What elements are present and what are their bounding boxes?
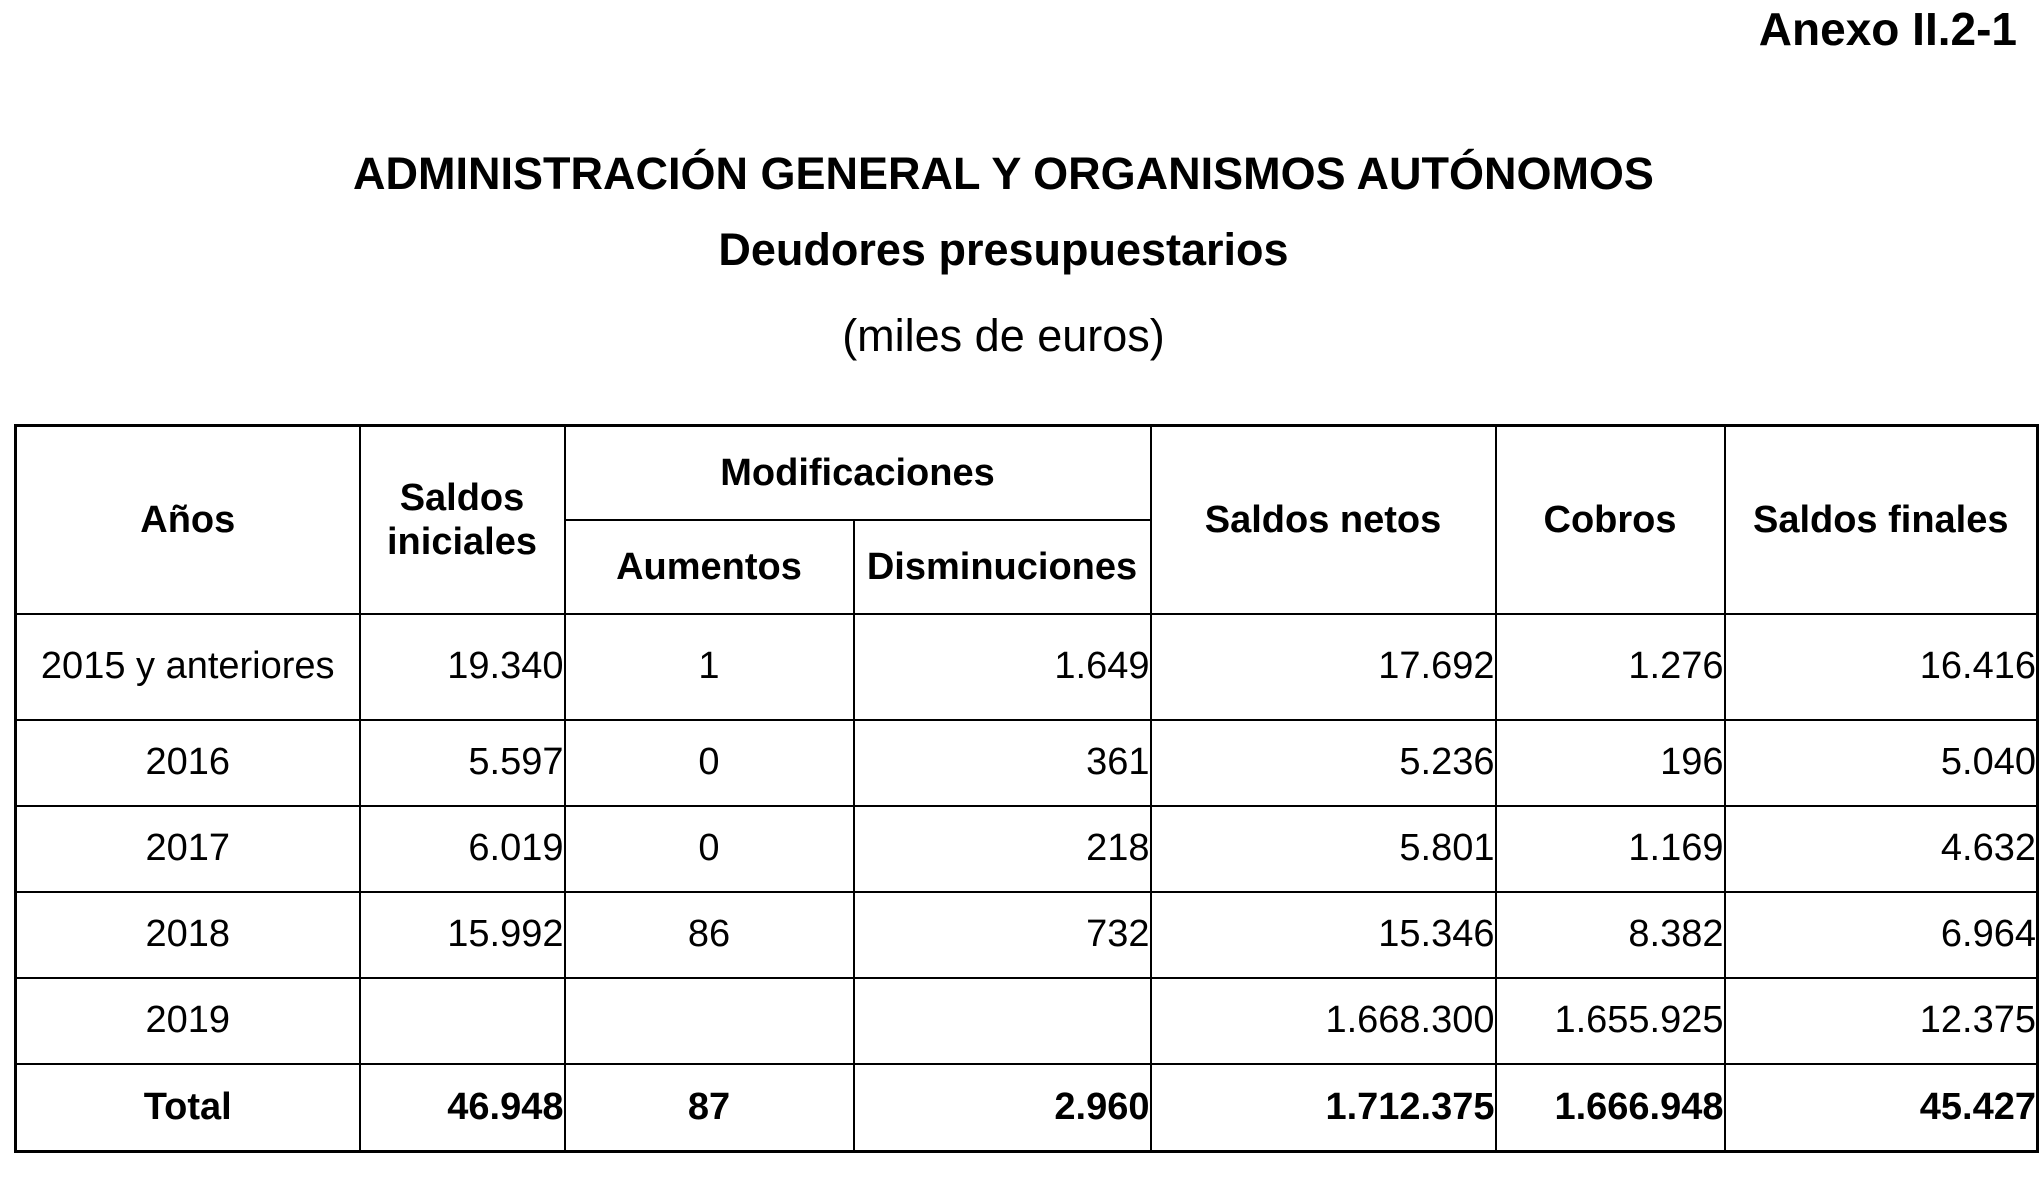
cell-total-final: 45.427 [1725, 1064, 2038, 1152]
cell-initial [360, 978, 565, 1064]
cell-total-collections: 1.666.948 [1496, 1064, 1725, 1152]
cell-final: 4.632 [1725, 806, 2038, 892]
cell-collections: 1.276 [1496, 614, 1725, 720]
cell-year: 2015 y anteriores [16, 614, 360, 720]
debtors-table [14, 424, 2039, 1153]
table-row [16, 614, 2038, 720]
page-title: ADMINISTRACIÓN GENERAL Y ORGANISMOS AUTÓNOMOS [353, 148, 1654, 199]
units-note: (miles de euros) [842, 310, 1165, 361]
cell-final: 6.964 [1725, 892, 2038, 978]
cell-decreases: 1.649 [854, 614, 1151, 720]
cell-decreases: 361 [854, 720, 1151, 806]
header-increases: Aumentos [565, 520, 854, 614]
header-row-1 [16, 426, 2038, 520]
cell-collections: 1.655.925 [1496, 978, 1725, 1064]
total-row [16, 1064, 2038, 1152]
cell-net: 5.801 [1151, 806, 1496, 892]
cell-final: 5.040 [1725, 720, 2038, 806]
cell-total-label: Total [16, 1064, 360, 1152]
table-row [16, 806, 2038, 892]
cell-initial: 15.992 [360, 892, 565, 978]
cell-total-increases: 87 [565, 1064, 854, 1152]
cell-total-net: 1.712.375 [1151, 1064, 1496, 1152]
cell-increases: 0 [565, 720, 854, 806]
cell-final: 12.375 [1725, 978, 2038, 1064]
cell-final: 16.416 [1725, 614, 2038, 720]
cell-net: 1.668.300 [1151, 978, 1496, 1064]
header-modifications: Modificaciones [565, 426, 1151, 520]
cell-net: 17.692 [1151, 614, 1496, 720]
header-collections: Cobros [1496, 426, 1725, 614]
table-row [16, 892, 2038, 978]
header-decreases: Disminuciones [854, 520, 1151, 614]
cell-year: 2019 [16, 978, 360, 1064]
cell-decreases [854, 978, 1151, 1064]
header-final: Saldos finales [1725, 426, 2038, 614]
cell-collections: 1.169 [1496, 806, 1725, 892]
cell-year: 2016 [16, 720, 360, 806]
header-years: Años [16, 426, 360, 614]
table-row [16, 978, 2038, 1064]
page-subtitle: Deudores presupuestarios [718, 224, 1289, 275]
header-net: Saldos netos [1151, 426, 1496, 614]
cell-increases [565, 978, 854, 1064]
cell-year: 2018 [16, 892, 360, 978]
cell-net: 5.236 [1151, 720, 1496, 806]
cell-increases: 0 [565, 806, 854, 892]
table-row [16, 720, 2038, 806]
cell-year: 2017 [16, 806, 360, 892]
cell-increases: 1 [565, 614, 854, 720]
cell-decreases: 732 [854, 892, 1151, 978]
cell-increases: 86 [565, 892, 854, 978]
cell-collections: 8.382 [1496, 892, 1725, 978]
cell-decreases: 218 [854, 806, 1151, 892]
annex-label: Anexo II.2-1 [1758, 3, 2017, 55]
cell-initial: 6.019 [360, 806, 565, 892]
cell-initial: 19.340 [360, 614, 565, 720]
header-initial: Saldos iniciales [360, 426, 565, 614]
cell-total-initial: 46.948 [360, 1064, 565, 1152]
cell-collections: 196 [1496, 720, 1725, 806]
cell-net: 15.346 [1151, 892, 1496, 978]
cell-total-decreases: 2.960 [854, 1064, 1151, 1152]
cell-initial: 5.597 [360, 720, 565, 806]
